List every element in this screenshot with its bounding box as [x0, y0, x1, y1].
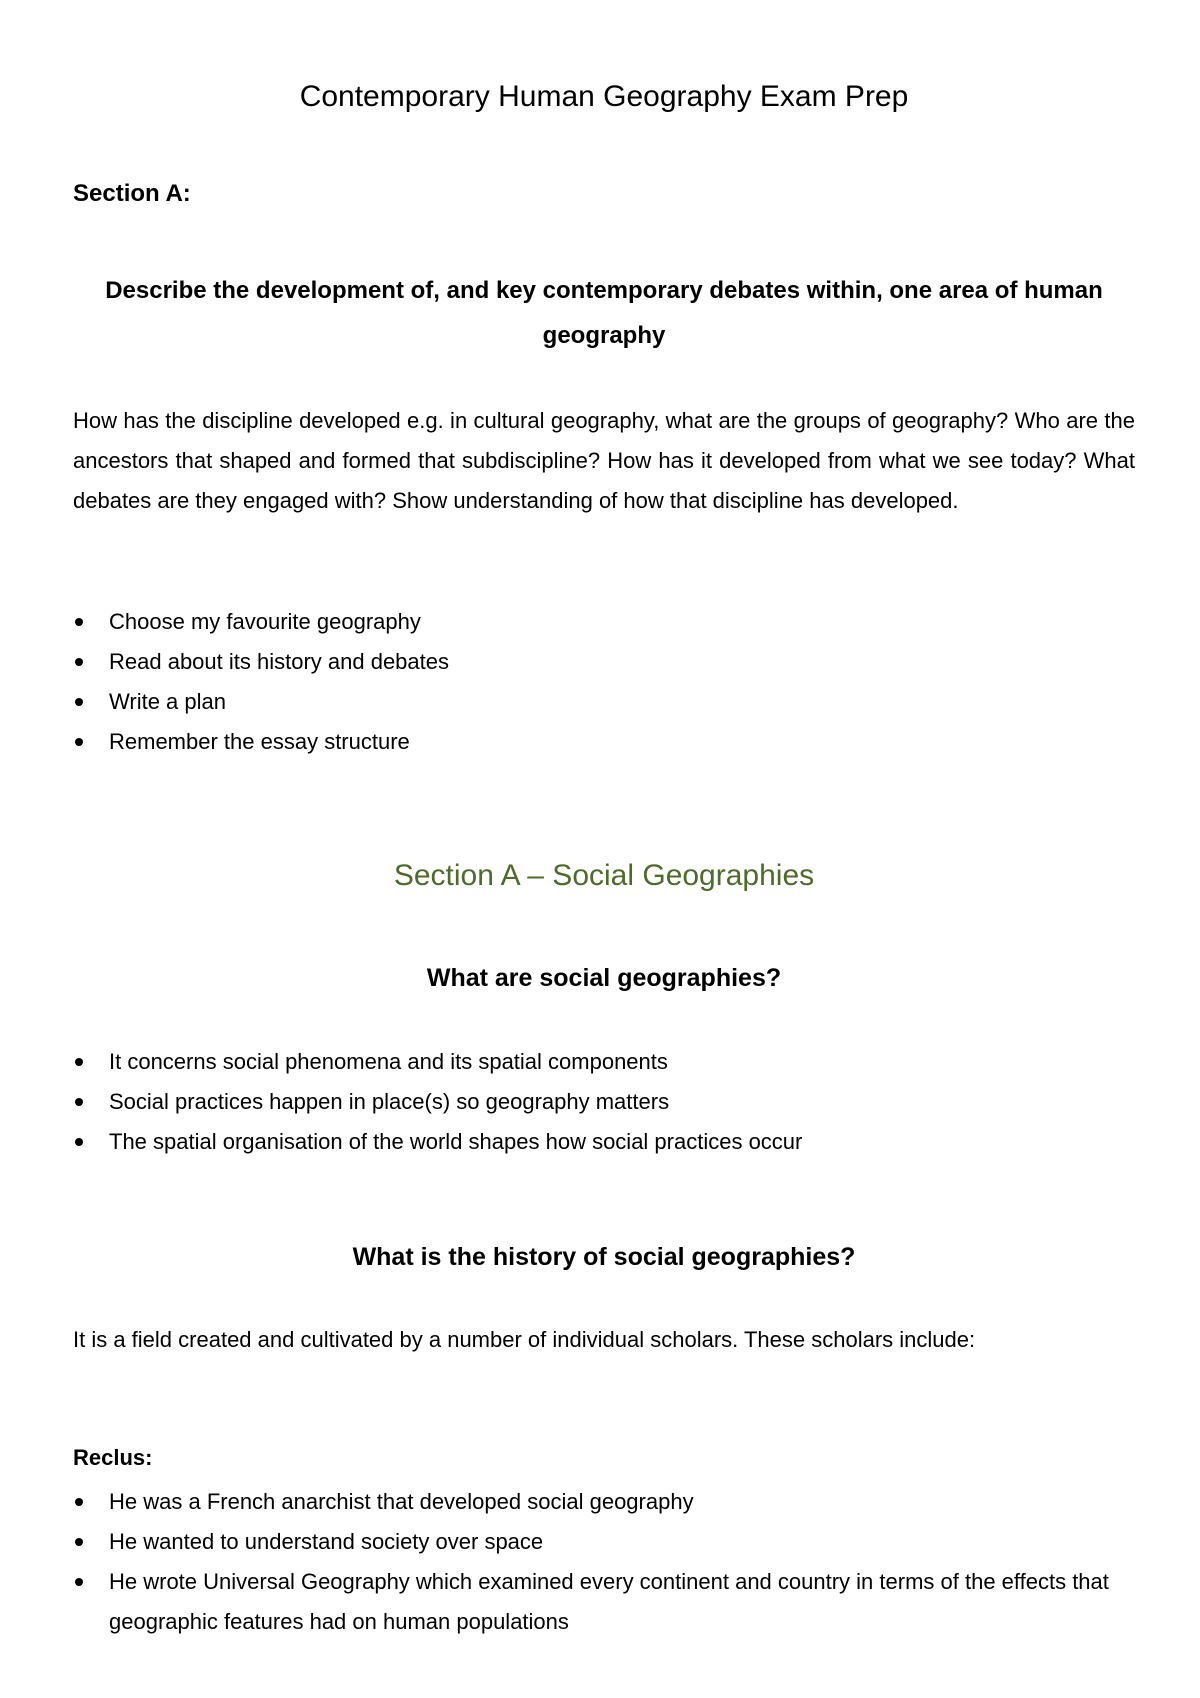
list-item-text: Choose my favourite geography	[109, 609, 421, 634]
bullet-icon	[75, 1538, 83, 1546]
list-item-text: Remember the essay structure	[109, 729, 410, 754]
list-item-text: The spatial organisation of the world shapes how social practices occur	[109, 1129, 803, 1154]
list-item	[73, 1482, 1135, 1522]
list-item	[73, 1522, 1135, 1562]
list-item	[73, 1082, 1135, 1122]
list-item-text: It concerns social phenomena and its spatial components	[109, 1049, 668, 1074]
list-item	[73, 1122, 1135, 1162]
what-list	[73, 1042, 1135, 1162]
plan-list	[73, 602, 1135, 762]
bullet-icon	[75, 1138, 83, 1146]
list-item-text: Read about its history and debates	[109, 649, 450, 674]
document-page	[73, 0, 1135, 1698]
list-item-text: He was a French anarchist that developed social geography	[109, 1489, 694, 1514]
bullet-icon	[75, 1578, 83, 1586]
bullet-icon	[75, 1498, 83, 1506]
list-item	[73, 1042, 1135, 1082]
history-heading: What is the history of social geographies?	[352, 1243, 856, 1271]
section-label: Section A:	[73, 180, 191, 207]
list-item-text: Write a plan	[109, 689, 226, 714]
bullet-icon	[75, 618, 83, 626]
list-item	[73, 722, 1135, 762]
list-item-text: Social practices happen in place(s) so geography matters	[109, 1089, 670, 1114]
bullet-icon	[75, 658, 83, 666]
scholar-name: Reclus:	[73, 1445, 153, 1470]
bullet-icon	[75, 698, 83, 706]
list-item	[73, 682, 1135, 722]
bullet-icon	[75, 1098, 83, 1106]
bullet-icon	[75, 738, 83, 746]
list-item	[73, 642, 1135, 682]
document-title: Contemporary Human Geography Exam Prep	[299, 80, 909, 113]
history-paragraph: It is a field created and cultivated by a number of individual scholars. These scholars include:	[73, 1327, 976, 1352]
list-item-text: He wrote Universal Geography which examined every continent and country in terms of the effects that geographic features had on human populations	[109, 1569, 1109, 1634]
intro-paragraph: How has the discipline developed e.g. in cultural geography, what are the groups of geography? Who are the ancestors that shaped and formed that subdiscipline? How has it developed from what we see today? What debates are they engaged with? Show understanding of how that discipline has developed.	[73, 408, 1135, 513]
what-heading: What are social geographies?	[426, 964, 782, 992]
bullet-icon	[75, 1058, 83, 1066]
list-item	[73, 602, 1135, 642]
social-geographies-heading: Section A – Social Geographies	[393, 859, 815, 892]
list-item-text: He wanted to understand society over space	[109, 1529, 544, 1554]
list-item	[73, 1562, 1135, 1642]
question-heading: Describe the development of, and key contemporary debates within, one area of human geography	[105, 277, 1103, 349]
scholar-list	[73, 1482, 1135, 1642]
